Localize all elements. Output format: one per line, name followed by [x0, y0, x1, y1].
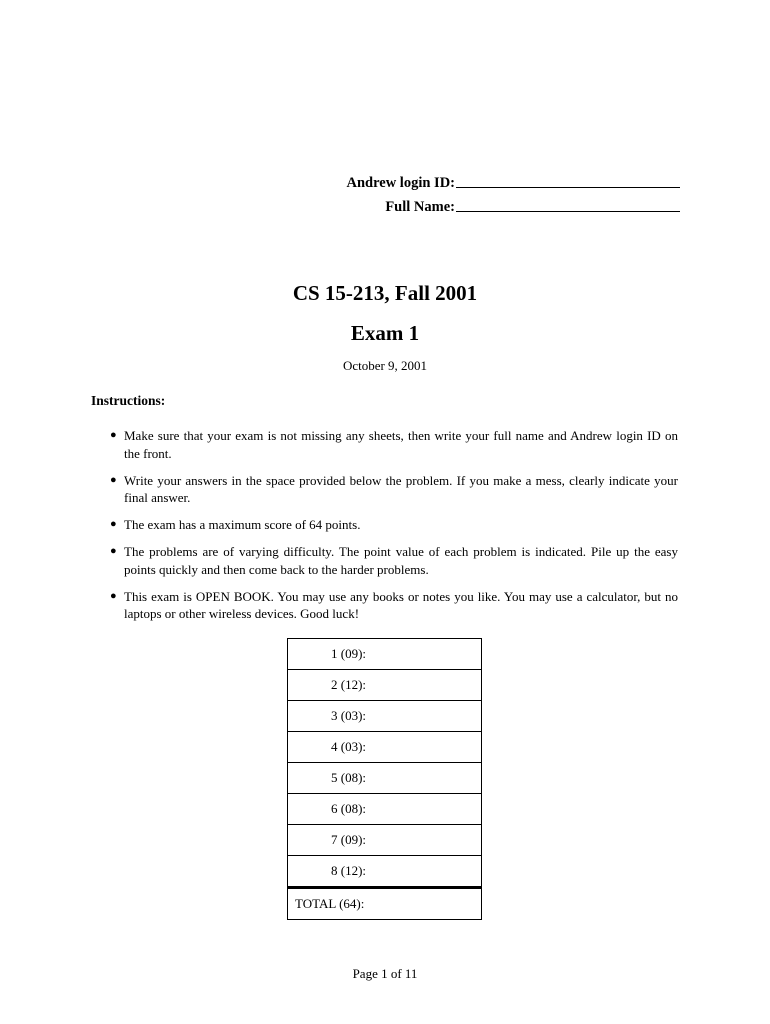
score-row	[288, 701, 482, 732]
bullet-icon: ●	[110, 518, 117, 530]
full-name-blank	[456, 210, 680, 212]
course-title: CS 15-213, Fall 2001	[292, 281, 478, 305]
score-cell	[288, 794, 482, 825]
problem-label: 7 (09):	[331, 832, 367, 847]
instruction-item	[110, 588, 678, 623]
instructions-heading: Instructions:	[91, 393, 166, 408]
instruction-text: Make sure that your exam is not missing any sheets, then write your full name and Andrew login ID on the front.	[124, 428, 678, 461]
bullet-icon: ●	[110, 589, 117, 602]
exam-title: Exam 1	[350, 321, 420, 345]
score-row	[288, 794, 482, 825]
exam-date: October 9, 2001	[342, 358, 428, 373]
score-cell	[288, 763, 482, 794]
instruction-item	[110, 543, 678, 578]
score-row	[288, 825, 482, 856]
andrew-login-id-row	[300, 168, 680, 192]
problem-label: 6 (08):	[331, 801, 367, 816]
score-row	[288, 732, 482, 763]
score-row	[288, 670, 482, 701]
instruction-text: Write your answers in the space provided below the problem. If you make a mess, clearly indicate your final answer.	[124, 472, 678, 505]
score-cell	[288, 639, 482, 670]
bullet-icon: ●	[110, 473, 117, 486]
score-cell	[288, 856, 482, 888]
instruction-item	[110, 472, 678, 507]
andrew-login-id-blank	[456, 186, 680, 188]
instruction-text: The exam has a maximum score of 64 points.	[124, 517, 361, 532]
bullet-icon: ●	[110, 545, 117, 557]
score-cell	[288, 670, 482, 701]
score-cell	[288, 732, 482, 763]
problem-label: 4 (03):	[331, 739, 367, 754]
full-name-row	[300, 192, 680, 216]
score-cell	[288, 701, 482, 732]
bullet-icon: ●	[110, 429, 117, 441]
instructions-list	[110, 427, 678, 632]
score-cell	[288, 825, 482, 856]
score-table	[287, 638, 482, 920]
total-label: TOTAL (64):	[295, 896, 365, 911]
problem-label: 3 (03):	[331, 708, 367, 723]
instruction-text: This exam is OPEN BOOK. You may use any books or notes you like. You may use a calculator, but no laptops or other wireless devices. Good luck!	[124, 588, 678, 621]
instruction-text: The problems are of varying difficulty. The point value of each problem is indicated. Pile up the easy points quickly and then come back to the harder problems.	[124, 544, 678, 577]
score-row	[288, 639, 482, 670]
instruction-item	[110, 516, 678, 534]
problem-label: 8 (12):	[331, 863, 367, 878]
score-row	[288, 763, 482, 794]
total-cell	[288, 888, 482, 920]
page-number: Page 1 of 11	[352, 966, 418, 981]
login-block	[300, 168, 680, 216]
problem-label: 1 (09):	[331, 646, 367, 661]
score-row	[288, 856, 482, 888]
instruction-item	[110, 427, 678, 462]
full-name-label: Full Name:	[385, 199, 455, 215]
problem-label: 2 (12):	[331, 677, 367, 692]
problem-label: 5 (08):	[331, 770, 367, 785]
andrew-login-id-label: Andrew login ID:	[346, 175, 455, 191]
total-row	[288, 888, 482, 920]
